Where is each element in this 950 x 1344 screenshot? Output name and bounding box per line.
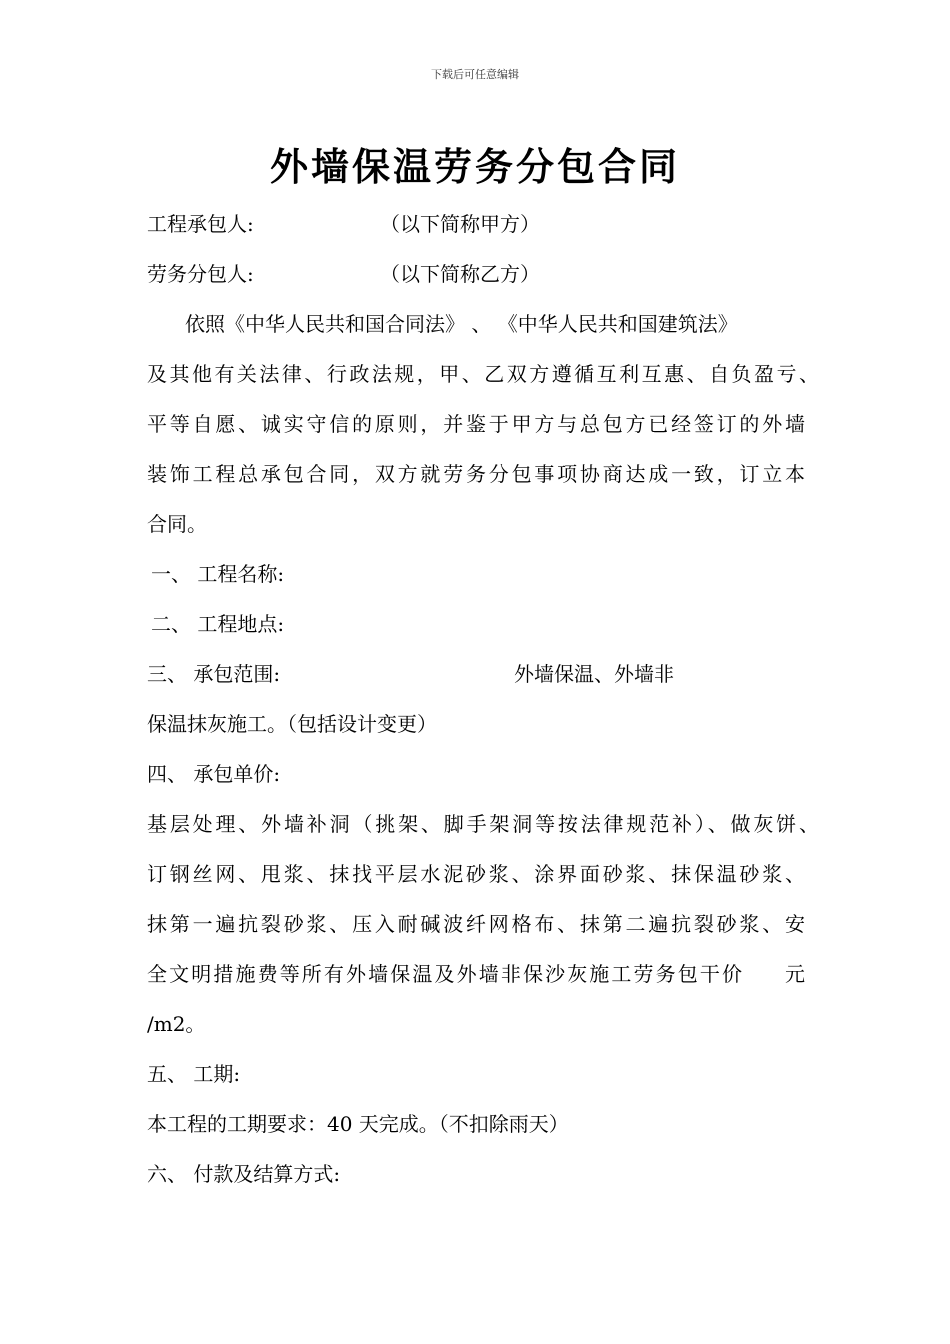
section-1-heading: 一、 工程名称:: [151, 562, 285, 586]
party-b-alias: （以下简称乙方）: [380, 262, 540, 286]
contract-title: 外墙保温劳务分包合同: [269, 145, 680, 189]
preamble-line-5: 合同。: [147, 512, 207, 536]
section-4-line-2: 订钢丝网、甩浆、抹找平层水泥砂浆、涂界面砂浆、抹保温砂浆、: [147, 862, 805, 886]
section-4-line-4: [147, 957, 807, 991]
party-b-line: [147, 257, 827, 291]
section-6-heading: 六、 付款及结算方式:: [147, 1162, 341, 1186]
section-4-line-1: 基层处理、外墙补洞（挑架、脚手架洞等按法律规范补）、做灰饼、: [147, 812, 819, 836]
section-4-unit: 元: [785, 962, 805, 986]
party-a-alias: （以下简称甲方）: [380, 212, 540, 236]
preamble-line-1: 依照《中华人民共和国合同法》 、 《中华人民共和国建筑法》: [185, 312, 738, 336]
section-4-heading: 四、 承包单价:: [147, 762, 281, 786]
section-3-continuation: 保温抹灰施工。（包括设计变更）: [147, 712, 437, 736]
section-2-heading: 二、 工程地点:: [151, 612, 285, 636]
section-3-scope: 外墙保温、外墙非: [514, 662, 674, 686]
section-4-line-3: 抹第一遍抗裂砂浆、压入耐碱波纤网格布、抹第二遍抗裂砂浆、安: [147, 912, 805, 936]
section-5-heading: 五、 工期:: [147, 1062, 241, 1086]
preamble-line-2: 及其他有关法律、行政法规，甲、乙双方遵循互利互惠、自负盈亏、: [147, 362, 819, 386]
preamble-line-3: 平等自愿、诚实守信的原则，并鉴于甲方与总包方已经签订的外墙: [147, 412, 805, 436]
section-4-line-5: /m2。: [147, 1012, 206, 1036]
party-b-label: 劳务分包人:: [147, 262, 254, 286]
section-5-line-1: 本工程的工期要求：40 天完成。（不扣除雨天）: [147, 1112, 569, 1136]
section-3-heading: 三、 承包范围:: [147, 662, 281, 686]
page-header-note: 下载后可任意编辑: [431, 68, 519, 81]
preamble-line-4: 装饰工程总承包合同，双方就劳务分包事项协商达成一致，订立本: [147, 462, 805, 486]
section-4-line-4-text: 全文明措施费等所有外墙保温及外墙非保沙灰施工劳务包干价: [147, 962, 742, 986]
section-3-line: [147, 657, 827, 691]
party-a-label: 工程承包人:: [147, 212, 254, 236]
party-a-line: [147, 207, 827, 241]
